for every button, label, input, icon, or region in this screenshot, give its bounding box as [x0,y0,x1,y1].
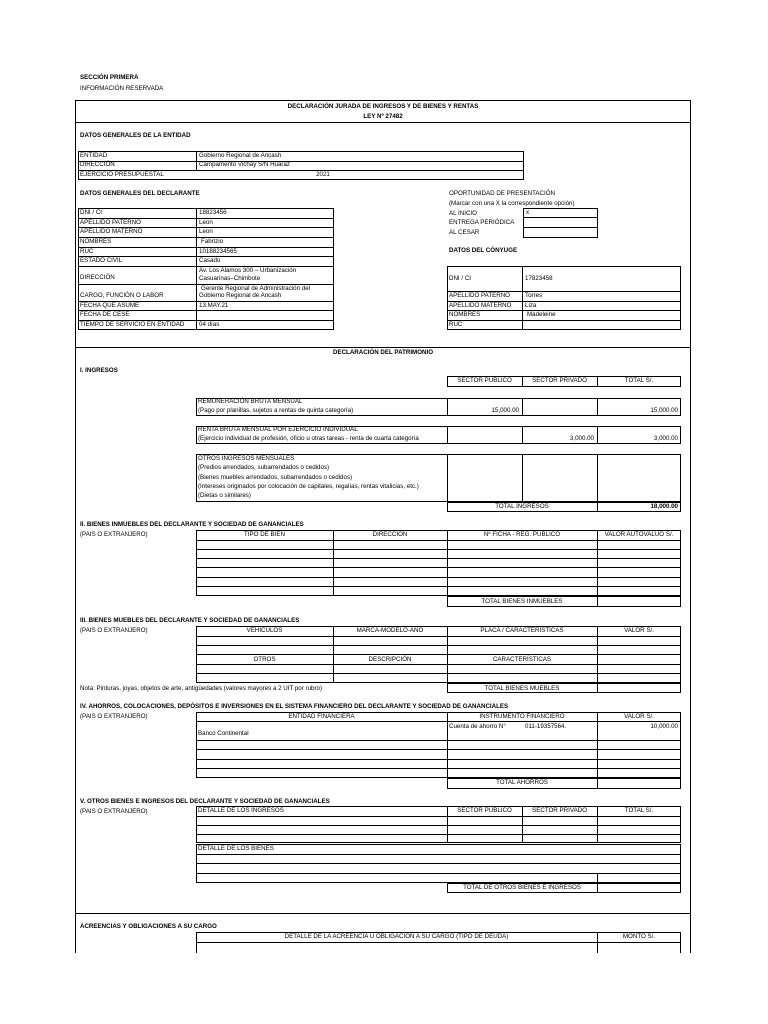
materno-label: APELLIDO MATERNO [80,228,143,235]
asume-value: 13.MAY.21 [199,302,229,309]
nombres-label: NOMBRES [80,238,112,245]
col-monto: MONTO S/. [622,933,656,940]
renta-title: RENTA BRUTA MENSUAL POR EJERCICIO INDIVIDUAL [198,426,358,433]
otros-ingresos-title: OTROS INGRESOS MENSUALES [198,455,295,462]
ruc-value: 10188234565 [199,248,237,255]
col-vehiculos: VEHÍCULOS [246,627,283,634]
otros-ingresos-line4: (Intereses originados por colocación de capitales, regalías, rentas vitalicias, etc.) [198,483,419,490]
spouse-nombres-value: Madeleine [527,311,556,318]
muebles-sub: (PAIS O EXTRANJERO) [80,627,148,634]
remuneracion-desc: (Pago por planillas, sujetos a rentas de quinta categoría) [198,407,354,414]
civil-label: ESTADO CIVIL [80,257,123,264]
acreencias-heading: ACREENCIAS Y OBLIGACIONES A SU CARGO [80,923,217,930]
col-entidad-financiera: ENTIDAD FINANCIERA [288,713,355,720]
form-title: DECLARACIÓN JURADA DE INGRESOS Y DE BIENES Y RENTAS [287,103,479,110]
inmuebles-heading: II. BIENES INMUEBLES DEL DECLARANTE Y SOCIEDAD DE GANANCIALES [80,521,304,528]
spouse-materno-label: APELLIDO MATERNO [449,302,512,309]
tiempo-value: 04 días [199,321,220,328]
spouse-ruc-label: RUC [449,321,463,328]
col-detalle-acreencia: DETALLE DE LA ACREENCIA U OBLIGACIÓN A SU CARGO (TIPO DE DEUDA) [284,933,509,940]
col-marca-modelo: MARCA-MODELO-AÑO [356,627,424,634]
dni-value: 18823456 [199,209,227,216]
otros-heading: V. OTROS BIENES E INGRESOS DEL DECLARANTE Y SOCIEDAD DE GANANCIALES [80,798,330,805]
entity-address-label: DIRECCIÓN [80,161,115,168]
opportunity-heading: OPORTUNIDAD DE PRESENTACIÓN [449,190,556,197]
col-instrumento: INSTRUMENTO FINANCIERO [479,713,565,720]
col-total: TOTAL S/. [624,377,654,384]
patrimonio-heading: DECLARACIÓN DEL PATRIMONIO [332,349,434,356]
budget-year-value: 2021 [316,171,330,178]
cargo-line2: Gobierno Regional de Ancash [199,292,282,299]
total-inmuebles-label: TOTAL BIENES INMUEBLES [481,598,563,605]
col-caracteristicas: CARACTERÍSTICAS [492,656,552,663]
col-otros-privado: SECTOR PRIVADO [532,807,587,814]
inicio-label: AL INICIO [449,210,477,217]
cargo-line1: Gerente Regional de Administración del [201,285,311,292]
direccion-label: DIRECCIÓN [80,274,115,281]
entity-address-value: Campamento Vichay S/N Huaraz [199,161,291,168]
total-ahorros-label: TOTAL AHORROS [496,779,548,786]
col-sector-publico: SECTOR PUBLICO [457,377,512,384]
remuneracion-total: 15,000.00 [650,407,678,414]
entity-heading: DATOS GENERALES DE LA ENTIDAD [80,132,191,139]
ruc-label: RUC [80,248,94,255]
col-sector-privado: SECTOR PRIVADO [532,377,587,384]
opportunity-note: (Marcar con una X la correspondiente opción) [449,200,575,207]
ahorros-entidad: Banco Continental [198,730,249,737]
divider [75,347,691,348]
entity-label: ENTIDAD [80,152,108,159]
spouse-paterno-value: Torres [525,292,543,299]
renta-desc: (Ejercicio individual de profesión, oficio u otras tareas - renta de cuarta categoría [198,435,419,442]
ahorros-heading: IV. AHORROS, COLOCACIONES, DEPÓSITOS E INVERSIONES EN EL SISTEMA FINANCIERO DEL DECLARANTE Y SOCIEDAD DE GANANCIALES [80,703,509,710]
total-muebles-label: TOTAL BIENES MUEBLES [484,685,560,692]
divider [75,122,691,123]
col-valor-autovaluo: VALOR AUTOVALUO S/. [604,531,674,538]
spouse-nombres-label: NOMBRES [449,311,481,318]
ahorros-cuenta: 011-19357564. [525,723,567,730]
civil-value: Casado [199,257,221,264]
cese-label: FECHA DE CESE [80,311,130,318]
col-detalle-ingresos: DETALLE DE LOS INGRESOS [198,807,284,814]
spouse-dni-label: DNI / CI [449,275,472,282]
inicio-mark: x [526,209,530,216]
ahorros-sub: (PAIS O EXTRANJERO) [80,713,148,720]
remuneracion-title: REMUNERACIÓN BRUTA MENSUAL [198,398,303,405]
muebles-heading: III. BIENES MUEBLES DEL DECLARANTE Y SOCIEDAD DE GANANCIALES [80,617,300,624]
ahorros-instrumento: Cuenta de ahorro N° [449,723,506,730]
otros-sub: (PAIS O EXTRANJERO) [80,808,148,815]
col-otros-total: TOTAL S/. [624,807,654,814]
spouse-dni-value: 17823458 [525,275,553,282]
otros-ingresos-line2: (Predios arrendados, subarrendados o cedidos) [198,464,330,471]
nombres-value: Fabrizio [201,238,224,245]
cesar-label: AL CESAR [449,229,480,236]
tiempo-label: TIEMPO DE SERVICIO EN ENTIDAD [80,321,185,328]
cesar-checkbox[interactable] [523,227,598,238]
ahorros-valor: 10,000.00 [650,723,678,730]
ingresos-heading: I. INGRESOS [80,367,118,374]
remuneracion-publico: 15,000.00 [491,407,519,414]
total-ingresos-value: 18,000.00 [650,503,678,510]
renta-privado: 3,000.00 [569,435,594,442]
col-otros-publico: SECTOR PUBLICO [457,807,512,814]
renta-total: 3,000.00 [653,435,678,442]
col-otros: OTROS [253,656,276,663]
reserved-label: INFORMACIÓN RESERVADA [80,85,164,92]
dni-label: DNI / CI [80,209,103,216]
col-placa: PLACA / CARACTERÍSTICAS [480,627,564,634]
col-valor-muebles: VALOR S/. [624,627,654,634]
col-valor-ahorros: VALOR S/. [624,713,654,720]
spouse-paterno-label: APELLIDO PATERNO [449,292,510,299]
col-descripcion: DESCRIPCIÓN [368,656,412,663]
asume-label: FECHA QUE ASUME [80,302,140,309]
declarant-heading: DATOS GENERALES DEL DECLARANTE [80,190,200,197]
budget-year-label: EJERCICIO PRESUPUESTAL [80,171,164,178]
total-ingresos-label: TOTAL INGRESOS [495,503,549,510]
entity-value: Gobierno Regional de Ancash [199,152,282,159]
periodica-label: ENTREGA PERIÓDICA [449,219,515,226]
muebles-note: Nota: Pinturas, joyas, objetos de arte, antigüedades (valores mayores a 2 UIT por rubro) [80,685,323,692]
total-otros-label: TOTAL DE OTROS BIENES E INGRESOS [463,884,581,891]
spouse-heading: DATOS DEL CÓNYUGE [449,247,518,254]
col-ficha: Nº FICHA - REG. PÚBLICO [483,531,561,538]
paterno-value: Leon [199,219,213,226]
col-direccion: DIRECCIÓN [372,531,408,538]
paterno-label: APELLIDO PATERNO [80,219,141,226]
otros-ingresos-line3: (Bienes muebles arrendados, subarrendados o cedidos) [198,474,353,481]
col-detalle-bienes: DETALLE DE LOS BIENES [198,845,274,852]
spouse-materno-value: Liza [525,302,537,309]
section-title: SECCIÓN PRIMERA [80,74,139,81]
law-number: LEY Nº 27482 [363,113,403,120]
direccion-line1: Av. Los Alamos 300 – Urbanización [199,267,297,274]
col-tipo-bien: TIPO DE BIEN [244,531,285,538]
materno-value: Leon [199,228,213,235]
direccion-line2: Casuarinas–Chimbote [199,275,261,282]
otros-ingresos-line5: (Dietas o similares) [198,492,251,499]
cargo-label: CARGO, FUNCIÓN O LABOR [80,292,164,299]
inmuebles-sub: (PAIS O EXTRANJERO) [80,531,148,538]
